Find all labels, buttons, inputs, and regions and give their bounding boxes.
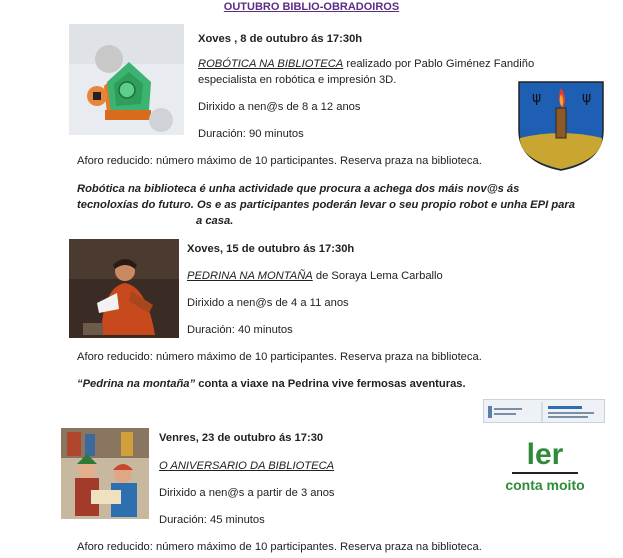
library-network-logo [483, 399, 605, 423]
event2-desc-rest: conta a viaxe na Pedrina vive fermosas aventuras. [198, 378, 466, 390]
event1-date: Xoves , 8 de outubro ás 17:30h [198, 33, 363, 45]
event1-by: realizado por Pablo Giménez Fandiño [346, 58, 535, 70]
event1-desc-line1: Robótica na biblioteca é unha actividade que procura a achega dos máis nov@s ás [77, 183, 520, 195]
robotics-photo [69, 24, 184, 135]
coat-of-arms [516, 80, 606, 172]
event3-duration: Duración: 45 minutos [159, 514, 265, 526]
ler-word: ler [526, 438, 564, 471]
event1-desc-line3: a casa. [196, 215, 234, 227]
ler-conta-moito-logo [504, 440, 586, 500]
event1-by-line2: especialista en robótica e impresión 3D. [198, 74, 397, 86]
event1-desc-line2: tecnoloxías do futuro. Os e as participantes poderán levar o seu propio robot e unha EPI para [77, 199, 575, 211]
event3-capacity: Aforo reducido: número máximo de 10 participantes. Reserva praza na biblioteca. [77, 541, 482, 553]
event1-name: ROBÓTICA NA BIBLIOTECA [198, 58, 344, 70]
event3-name: O ANIVERSARIO DA BIBLIOTECA [159, 460, 335, 472]
event2-desc-quote: “Pedrina na montaña” [77, 378, 196, 390]
svg-text:ψ: ψ [532, 90, 542, 106]
ler-tagline: conta moito [505, 477, 585, 493]
page-title: OUTUBRO BIBLIO-OBRADOIROS [223, 1, 400, 13]
event2-by: de Soraya Lema Carballo [315, 270, 443, 282]
event2-date: Xoves, 15 de outubro ás 17:30h [187, 243, 355, 255]
event2-name: PEDRINA NA MONTAÑA [187, 270, 313, 282]
event3-date: Venres, 23 de outubro ás 17:30 [159, 432, 324, 444]
pedrina-photo [69, 239, 179, 338]
event2-duration: Duración: 40 minutos [187, 324, 293, 336]
event1-capacity: Aforo reducido: número máximo de 10 participantes. Reserva praza na biblioteca. [77, 155, 482, 167]
event2-capacity: Aforo reducido: número máximo de 10 participantes. Reserva praza na biblioteca. [77, 351, 482, 363]
event1-audience: Dirixido a nen@s de 8 a 12 anos [198, 101, 361, 113]
event3-audience: Dirixido a nen@s a partir de 3 anos [159, 487, 335, 499]
svg-text:ψ: ψ [582, 90, 592, 106]
event2-audience: Dirixido a nen@s de 4 a 11 anos [187, 297, 349, 309]
event1-duration: Duración: 90 minutos [198, 128, 304, 140]
anniversary-photo [61, 428, 149, 519]
